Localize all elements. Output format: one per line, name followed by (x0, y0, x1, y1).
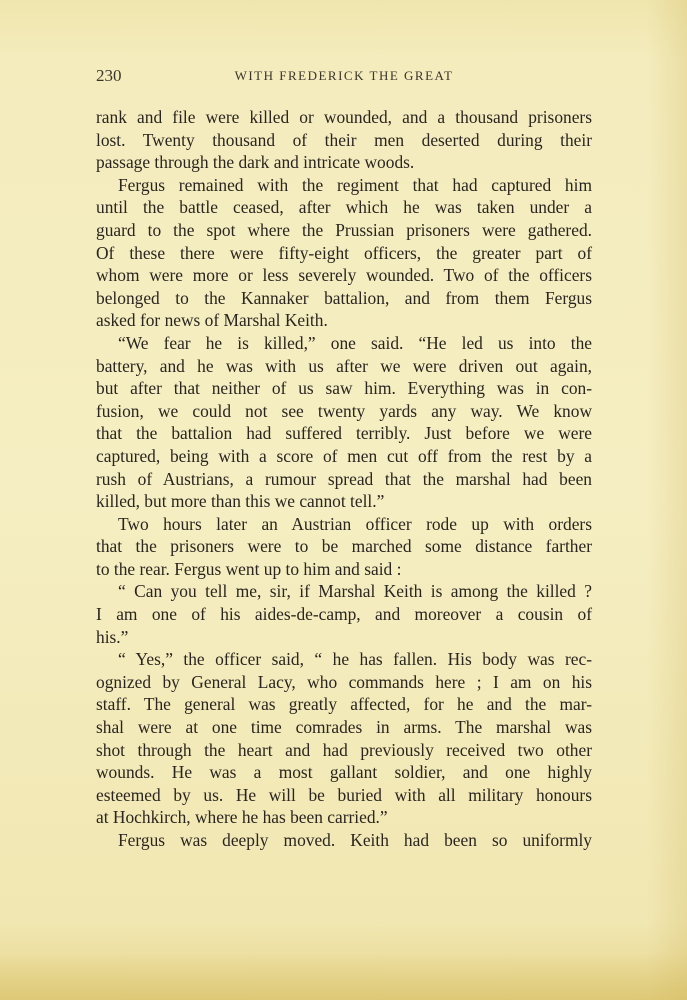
text-line: lost. Twenty thousand of their men deserted during their (96, 129, 592, 150)
text-line: but after that neither of us saw him. Everything was in con- (96, 378, 592, 399)
text-line: Two hours later an Austrian officer rode up with orders (118, 513, 592, 534)
text-line: ognized by General Lacy, who commands here ; I am on his (96, 671, 592, 692)
text-line: until the battle ceased, after which he was taken under a (96, 197, 592, 218)
text-line: belonged to the Kannaker battalion, and from them Fergus (96, 287, 592, 308)
text-line: staff. The general was greatly affected, for he and the mar- (96, 694, 592, 715)
text-line: rank and file were killed or wounded, and a thousand prisoners (96, 107, 592, 127)
text-line: shot through the heart and had previously received two other (96, 739, 592, 760)
text-line: “ Can you tell me, sir, if Marshal Keith is among the killed ? (118, 581, 592, 602)
text-line: Of these there were fifty-eight officers, the greater part of (96, 242, 592, 263)
text-line: his.” (96, 626, 129, 647)
text-line: Fergus remained with the regiment that had captured him (118, 174, 592, 195)
text-line: guard to the spot where the Prussian prisoners were gathered. (96, 219, 592, 240)
page-number: 230 (96, 66, 122, 85)
text-line: killed, but more than this we cannot tell.” (96, 491, 385, 512)
text-line: I am one of his aides-de-camp, and moreover a cousin of (96, 604, 592, 625)
page-bottom-edge (0, 952, 687, 1000)
running-header (96, 66, 592, 88)
running-title: WITH FREDERICK THE GREAT (234, 68, 454, 83)
text-line: esteemed by us. He will be buried with all military honours (96, 784, 592, 805)
text-line: that the battalion had suffered terribly. Just before we were (96, 423, 592, 444)
text-line: to the rear. Fergus went up to him and said : (96, 558, 402, 579)
text-line: fusion, we could not see twenty yards any way. We know (96, 400, 592, 421)
text-line: passage through the dark and intricate woods. (96, 152, 415, 173)
text-line: Fergus was deeply moved. Keith had been so uniformly (118, 830, 592, 850)
text-line: wounds. He was a most gallant soldier, and one highly (96, 762, 592, 783)
text-line: at Hochkirch, where he has been carried.” (96, 807, 388, 828)
book-page (96, 66, 592, 852)
text-line: rush of Austrians, a rumour spread that the marshal had been (96, 468, 592, 489)
text-line: “We fear he is killed,” one said. “He led us into the (118, 332, 592, 353)
body-text (96, 106, 592, 852)
text-line: shal were at one time comrades in arms. The marshal was (96, 717, 592, 738)
page-edge-shadow (647, 0, 687, 1000)
text-line: captured, being with a score of men cut off from the rest by a (96, 445, 592, 466)
text-line: battery, and he was with us after we were driven out again, (96, 355, 592, 376)
text-line: that the prisoners were to be marched some distance farther (96, 536, 592, 557)
text-line: “ Yes,” the officer said, “ he has fallen. His body was rec- (118, 649, 592, 670)
text-line: asked for news of Marshal Keith. (96, 310, 328, 331)
text-line: whom were more or less severely wounded. Two of the officers (96, 265, 592, 286)
